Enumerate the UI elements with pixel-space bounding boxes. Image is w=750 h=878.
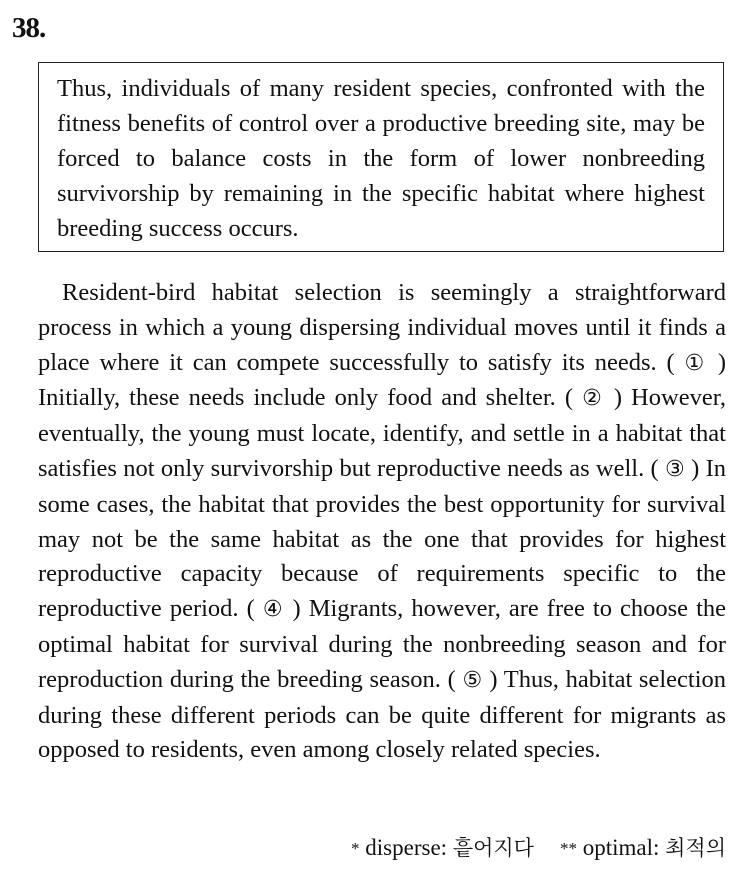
passage-segment: ) Thus, habitat selection during these different periods can be quite different for migrants as opposed to residents, even among closely related species. <box>38 665 726 764</box>
insertion-marker-4[interactable]: ④ <box>262 597 285 623</box>
given-sentence: Thus, individuals of many resident species, confronted with the fitness benefits of control over a productive breeding site, may be forced to balance costs in the form of lower nonbreeding survivorship by remaining in the specific habitat where highest breeding success occurs. <box>57 75 705 242</box>
passage-segment: ) However, eventually, the young must locate, identify, and settle in a habitat that satisfies not only survivorship but reproductive needs as well. ( <box>38 384 726 482</box>
insertion-marker-2[interactable]: ② <box>582 386 605 412</box>
footnote-term: disperse: <box>365 835 448 860</box>
passage <box>38 276 726 768</box>
passage-segment: ) Migrants, however, are free to choose the optimal habitat for survival during the nonbreeding season and for reproduction during the breeding season. ( <box>38 595 727 693</box>
insertion-marker-1[interactable]: ① <box>684 350 708 376</box>
footnotes <box>351 832 726 862</box>
footnote-gloss: 흩어지다 <box>452 836 534 860</box>
question-number: 38. <box>12 12 46 44</box>
footnote-marker: ** <box>559 839 577 858</box>
footnote-gloss: 최적의 <box>665 836 726 860</box>
passage-segment: ) Initially, these needs include only food and shelter. ( <box>38 348 726 412</box>
passage-segment: Resident-bird habitat selection is seemingly a straightforward process in which a young dispersing individual moves until it finds a place where it can compete successfully to satisfy its needs. ( <box>38 279 726 376</box>
given-sentence-box <box>38 62 724 252</box>
insertion-marker-5[interactable]: ⑤ <box>462 667 483 693</box>
footnote-marker: * <box>351 839 360 858</box>
passage-segment: ) In some cases, the habitat that provides the best opportunity for survival may not be the same habitat as the one that provides for highest reproductive capacity because of requirements specific to the reproductive period. ( <box>38 454 727 623</box>
insertion-marker-3[interactable]: ③ <box>664 456 685 482</box>
footnote-term: optimal: <box>582 835 660 860</box>
